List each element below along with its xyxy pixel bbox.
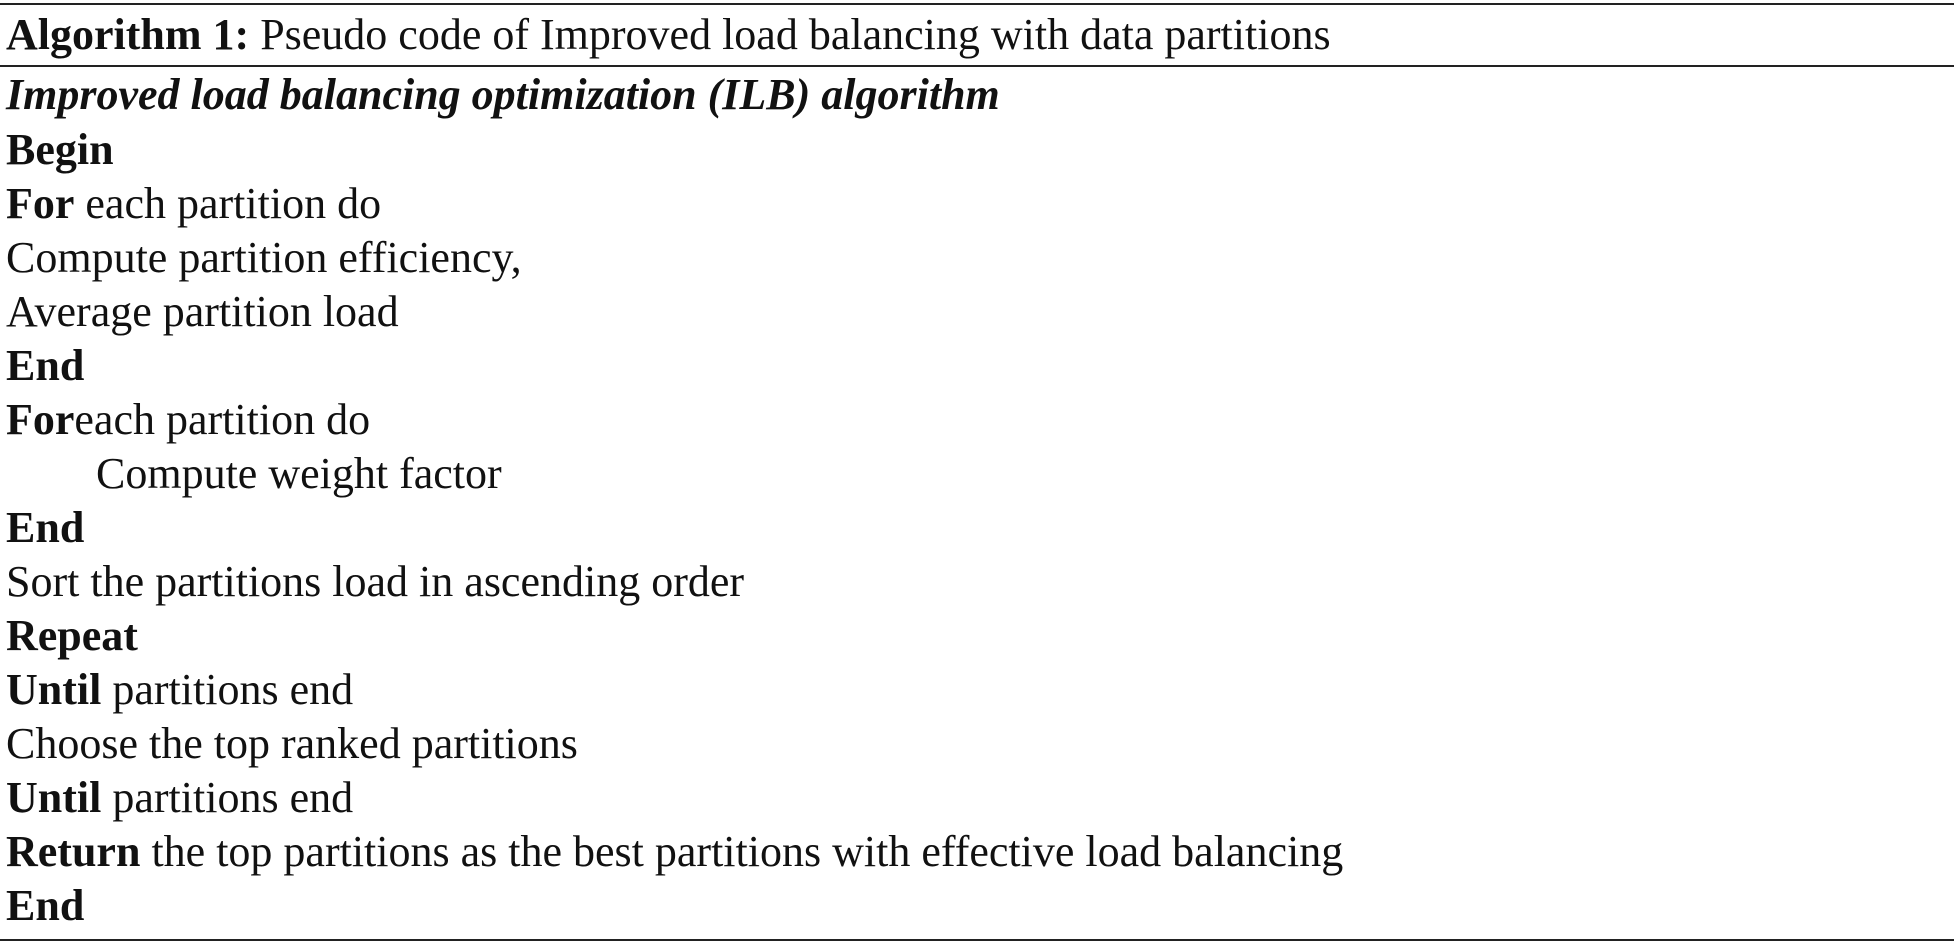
- algorithm-title: Improved load balancing optimization (ILB) algorithm: [6, 70, 1000, 119]
- code-line-2: [0, 177, 1954, 231]
- line-text: Compute weight factor: [96, 449, 502, 498]
- keyword: Repeat: [6, 611, 138, 660]
- code-line-5: [0, 339, 1954, 393]
- caption-label: Algorithm 1:: [6, 10, 250, 59]
- keyword: End: [6, 503, 85, 552]
- code-line-15: [0, 879, 1954, 933]
- line-text: each partition do: [74, 179, 382, 228]
- code-line-11: [0, 663, 1954, 717]
- code-line-6: [0, 393, 1954, 447]
- code-line-3: [0, 231, 1954, 285]
- algorithm-box: [0, 3, 1954, 941]
- line-text: each partition do: [74, 395, 371, 444]
- keyword: For: [6, 179, 75, 228]
- algorithm-body: [0, 67, 1954, 933]
- code-line-12: [0, 717, 1954, 771]
- keyword: End: [6, 341, 85, 390]
- keyword: End: [6, 881, 85, 930]
- code-line-9: [0, 555, 1954, 609]
- line-text: partitions end: [101, 773, 354, 822]
- line-text: Sort the partitions load in ascending order: [6, 557, 745, 606]
- code-line-13: [0, 771, 1954, 825]
- line-text: the top partitions as the best partitions with effective load balancing: [140, 827, 1344, 876]
- code-line-7: [0, 447, 1954, 501]
- caption-text: Pseudo code of Improved load balancing with data partitions: [249, 10, 1331, 59]
- line-text: partitions end: [101, 665, 354, 714]
- code-line-8: [0, 501, 1954, 555]
- keyword: Until: [6, 773, 102, 822]
- line-text: Compute partition efficiency,: [6, 233, 522, 282]
- code-line-10: [0, 609, 1954, 663]
- code-line-1: [0, 123, 1954, 177]
- code-line-14: [0, 825, 1954, 879]
- code-line-4: [0, 285, 1954, 339]
- line-text: Average partition load: [6, 287, 399, 336]
- algorithm-caption: [0, 5, 1954, 65]
- keyword: For: [6, 395, 75, 444]
- keyword: Begin: [6, 125, 114, 174]
- keyword: Until: [6, 665, 102, 714]
- line-text: Choose the top ranked partitions: [6, 719, 578, 768]
- keyword: Return: [6, 827, 141, 876]
